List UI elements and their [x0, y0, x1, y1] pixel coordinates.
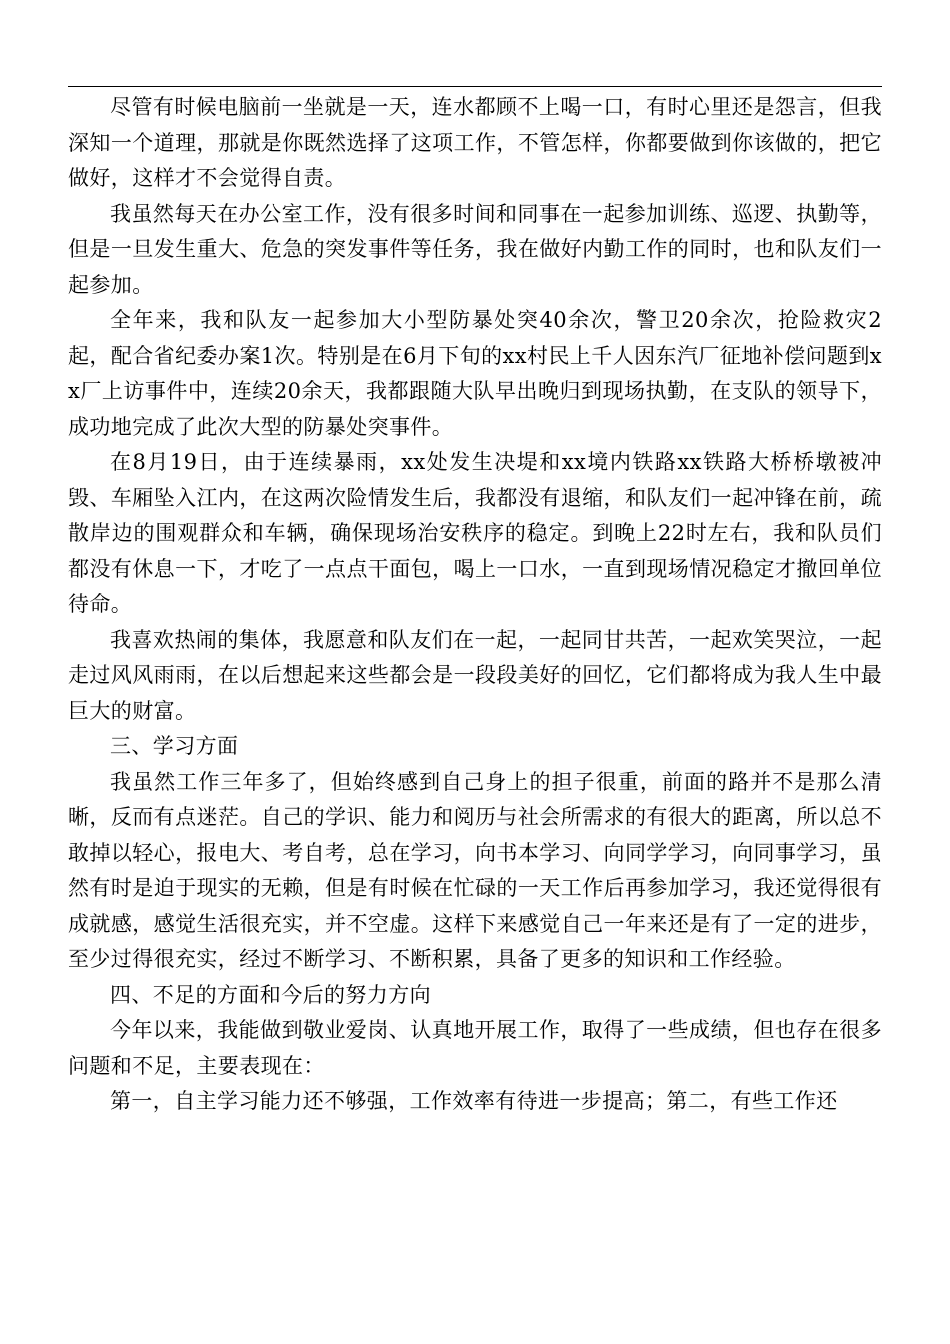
paragraph: 今年以来，我能做到敬业爱岗、认真地开展工作，取得了一些成绩，但也存在很多问题和不足，主要表现在： — [68, 1018, 882, 1078]
paragraph: 我喜欢热闹的集体，我愿意和队友们在一起，一起同甘共苦，一起欢笑哭泣，一起走过风风雨雨，在以后想起来这些都会是一段段美好的回忆，它们都将成为我人生中最巨大的财富。 — [68, 627, 882, 723]
paragraph: 在8月19日，由于连续暴雨，xx处发生决堤和xx境内铁路xx铁路大桥桥墩被冲毁、车厢坠入江内，在这两次险情发生后，我都没有退缩，和队友们一起冲锋在前，疏散岸边的围观群众和车辆，确保现场治安秩序的稳定。到晚上22时左右，我和队员们都没有休息一下，才吃了一点点干面包，喝上一口水，一直到现场情况稳定才撤回单位待命。 — [68, 450, 882, 616]
paragraph: 第一，自主学习能力还不够强，工作效率有待进一步提高；第二，有些工作还 — [110, 1089, 838, 1113]
document-body — [68, 90, 882, 1120]
paragraph: 全年来，我和队友一起参加大小型防暴处突40余次，警卫20余次，抢险救灾2起，配合省纪委办案1次。特别是在6月下旬的xx村民上千人因东汽厂征地补偿问题到xx厂上访事件中，连续20余天，我都跟随大队早出晚归到现场执勤，在支队的领导下，成功地完成了此次大型的防暴处突事件。 — [68, 308, 882, 439]
section-heading: 四、不足的方面和今后的努力方向 — [110, 982, 431, 1007]
paragraph: 尽管有时候电脑前一坐就是一天，连水都顾不上喝一口，有时心里还是怨言，但我深知一个道理，那就是你既然选择了这项工作，不管怎样，你都要做到你该做的，把它做好，这样才不会觉得自责。 — [68, 95, 882, 190]
header-rule — [68, 86, 882, 87]
paragraph: 我虽然每天在办公室工作，没有很多时间和同事在一起参加训练、巡逻、执勤等，但是一旦发生重大、危急的突发事件等任务，我在做好内勤工作的同时，也和队友们一起参加。 — [68, 201, 882, 297]
section-heading: 三、学习方面 — [110, 734, 239, 758]
paragraph: 我虽然工作三年多了，但始终感到自己身上的担子很重，前面的路并不是那么清晰，反而有点迷茫。自己的学识、能力和阅历与社会所需求的有很大的距离，所以总不敢掉以轻心，报电大、考自考，总在学习，向书本学习、向同学学习，向同事学习，虽然有时是迫于现实的无赖，但是有时候在忙碌的一天工作后再参加学习，我还觉得很有成就感，感觉生活很充实，并不空虚。这样下来感觉自己一年来还是有了一定的进步，至少过得很充实，经过不断学习、不断积累，具备了更多的知识和工作经验。 — [68, 769, 882, 971]
